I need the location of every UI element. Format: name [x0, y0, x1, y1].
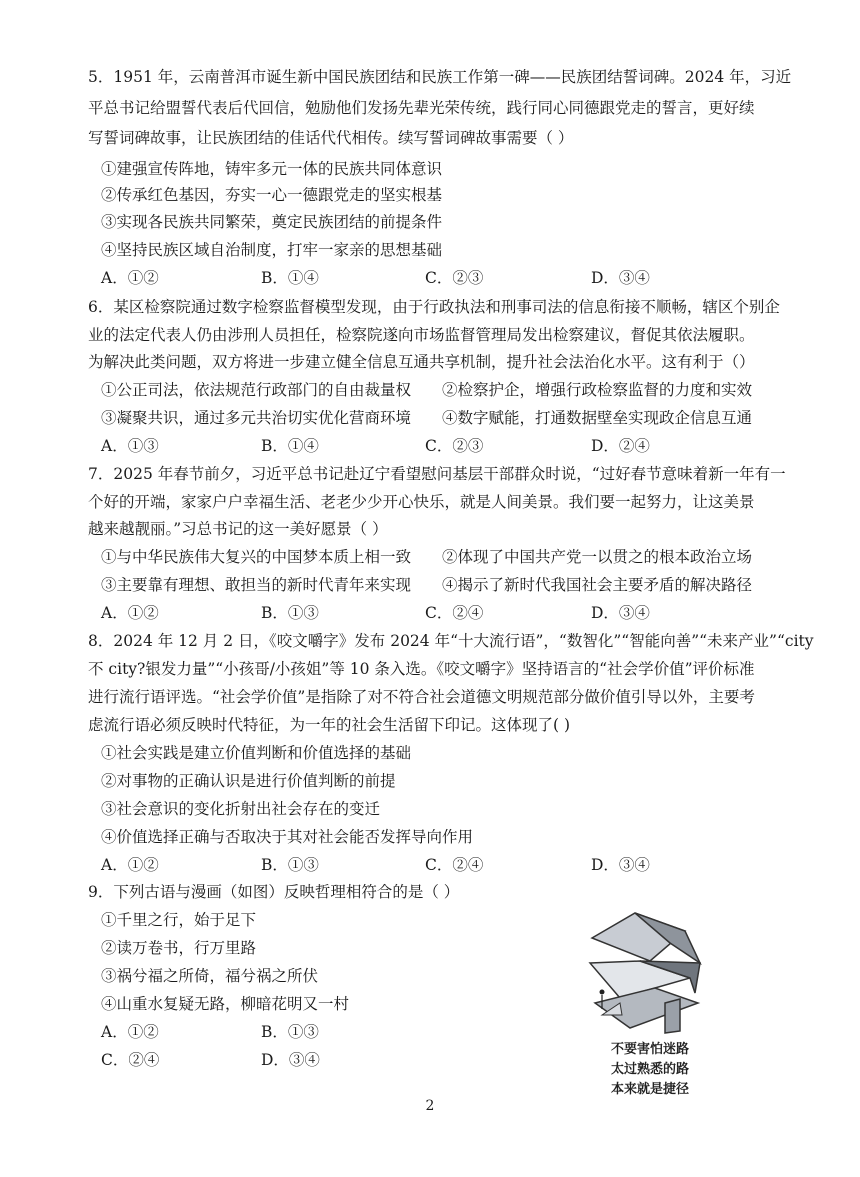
q5-stem-line-2: 平总书记给盟誓代表后代回信，勉励他们发扬先辈光荣传统，践行同心同德跟党走的誓言，更好续	[88, 99, 755, 117]
q8-statement-1: ①社会实践是建立价值判断和价值选择的基础	[101, 744, 412, 762]
q9-option-c: C．②④	[101, 1051, 160, 1069]
q8-option-b: B．①③	[261, 856, 319, 874]
q9-statement-1: ①千里之行，始于足下	[101, 911, 257, 929]
q5-stem-line-1: 5．1951 年，云南普洱市诞生新中国民族团结和民族工作第一碑——民族团结誓词碑。2024 年，习近	[88, 68, 792, 86]
page-number: 2	[425, 1098, 435, 1114]
q6-statement-3: ③凝聚共识，通过多元共治切实优化营商环境	[101, 409, 412, 427]
q7-stem-line-2: 个好的开端，家家户户幸福生活、老老少少开心快乐，就是人间美景。我们要一起努力，让这美景	[88, 493, 755, 511]
q7-stem-line-3: 越来越靓丽。”习总书记的这一美好愿景（ ）	[88, 520, 388, 538]
q6-option-d: D．②④	[591, 437, 650, 455]
q9-option-b: B．①③	[261, 1023, 319, 1041]
q7-option-a: A．①②	[101, 604, 159, 622]
q5-statement-1: ①建强宣传阵地，铸牢多元一体的民族共同体意识	[101, 160, 443, 178]
q8-statement-3: ③社会意识的变化折射出社会存在的变迁	[101, 800, 381, 818]
q5-statement-2: ②传承红色基因，夯实一心一德跟党走的坚实根基	[101, 186, 443, 204]
cartoon-illustration	[580, 903, 720, 1103]
q6-stem-line-3: 为解决此类问题，双方将进一步建立健全信息互通共享机制，提升社会法治化水平。这有利于（）	[88, 353, 755, 371]
q6-stem-line-1: 6．某区检察院通过数字检察监督模型发现，由于行政执法和刑事司法的信息衔接不顺畅，辖区个别企	[88, 298, 780, 316]
q7-stem-line-1: 7．2025 年春节前夕，习近平总书记赴辽宁看望慰问基层干部群众时说，“过好春节意味着新一年有一	[88, 465, 786, 483]
cartoon-caption-line-2: 太过熟悉的路	[610, 1062, 690, 1077]
q8-statement-4: ④价值选择正确与否取决于其对社会能否发挥导向作用	[101, 828, 474, 846]
q8-stem-line-2: 不 city?银发力量”“小孩哥/小孩姐”等 10 条入选。《咬文嚼字》坚持语言的“社会学价值”评价标准	[88, 660, 755, 678]
q5-option-a: A．①②	[101, 269, 159, 287]
q6-option-b: B．①④	[261, 437, 319, 455]
q5-statement-3: ③实现各民族共同繁荣，奠定民族团结的前提条件	[101, 213, 443, 231]
q9-statement-2: ②读万卷书，行万里路	[101, 939, 257, 957]
q6-statement-1: ①公正司法，依法规范行政部门的自由裁量权	[101, 381, 412, 399]
q7-statement-3: ③主要靠有理想、敢担当的新时代青年来实现	[101, 576, 412, 594]
q7-option-c: C．②④	[425, 604, 484, 622]
q6-statement-4: ④数字赋能，打通数据壁垒实现政企信息互通	[442, 409, 753, 427]
q8-statement-2: ②对事物的正确认识是进行价值判断的前提	[101, 772, 396, 790]
q7-statement-2: ②体现了中国共产党一以贯之的根本政治立场	[442, 548, 753, 566]
q7-option-b: B．①③	[261, 604, 319, 622]
q7-statement-4: ④揭示了新时代我国社会主要矛盾的解决路径	[442, 576, 753, 594]
q5-option-c: C．②③	[425, 269, 484, 287]
q9-stem-line-1: 9．下列古语与漫画（如图）反映哲理相符合的是（ ）	[88, 883, 460, 901]
cartoon-rocks	[590, 913, 700, 1033]
q7-statement-1: ①与中华民族伟大复兴的中国梦本质上相一致	[101, 548, 412, 566]
q6-option-c: C．②③	[425, 437, 484, 455]
q9-statement-3: ③祸兮福之所倚，福兮祸之所伏	[101, 967, 319, 985]
q5-option-d: D．③④	[591, 269, 650, 287]
q6-stem-line-2: 业的法定代表人仍由涉刑人员担任，检察院遂向市场监督管理局发出检察建议，督促其依法履职。	[88, 326, 755, 344]
q5-option-b: B．①④	[261, 269, 319, 287]
q9-option-d: D．③④	[261, 1051, 320, 1069]
q8-option-a: A．①②	[101, 856, 159, 874]
q9-option-a: A．①②	[101, 1023, 159, 1041]
q5-statement-4: ④坚持民族区域自治制度，打牢一家亲的思想基础	[101, 241, 443, 259]
cartoon-caption-line-3: 本来就是捷径	[610, 1082, 690, 1097]
cartoon-caption-line-1: 不要害怕迷路	[610, 1042, 690, 1057]
q8-option-c: C．②④	[425, 856, 484, 874]
q7-option-d: D．③④	[591, 604, 650, 622]
q8-option-d: D．③④	[591, 856, 650, 874]
q8-stem-line-1: 8．2024 年 12 月 2 日，《咬文嚼字》发布 2024 年“十大流行语”，“数智化”“智能向善”“未来产业”“city	[88, 632, 814, 650]
q9-statement-4: ④山重水复疑无路，柳暗花明又一村	[101, 995, 350, 1013]
q8-stem-line-3: 进行流行语评选。“社会学价值”是指除了对不符合社会道德文明规范部分做价值引导以外，主要考	[88, 688, 755, 706]
q6-option-a: A．①③	[101, 437, 159, 455]
q8-stem-line-4: 虑流行语必须反映时代特征，为一年的社会生活留下印记。这体现了( )	[88, 716, 571, 734]
q5-stem-line-3: 写誓词碑故事，让民族团结的佳话代代相传。续写誓词碑故事需要（ ）	[88, 129, 574, 147]
q6-statement-2: ②检察护企，增强行政检察监督的力度和实效	[442, 381, 753, 399]
